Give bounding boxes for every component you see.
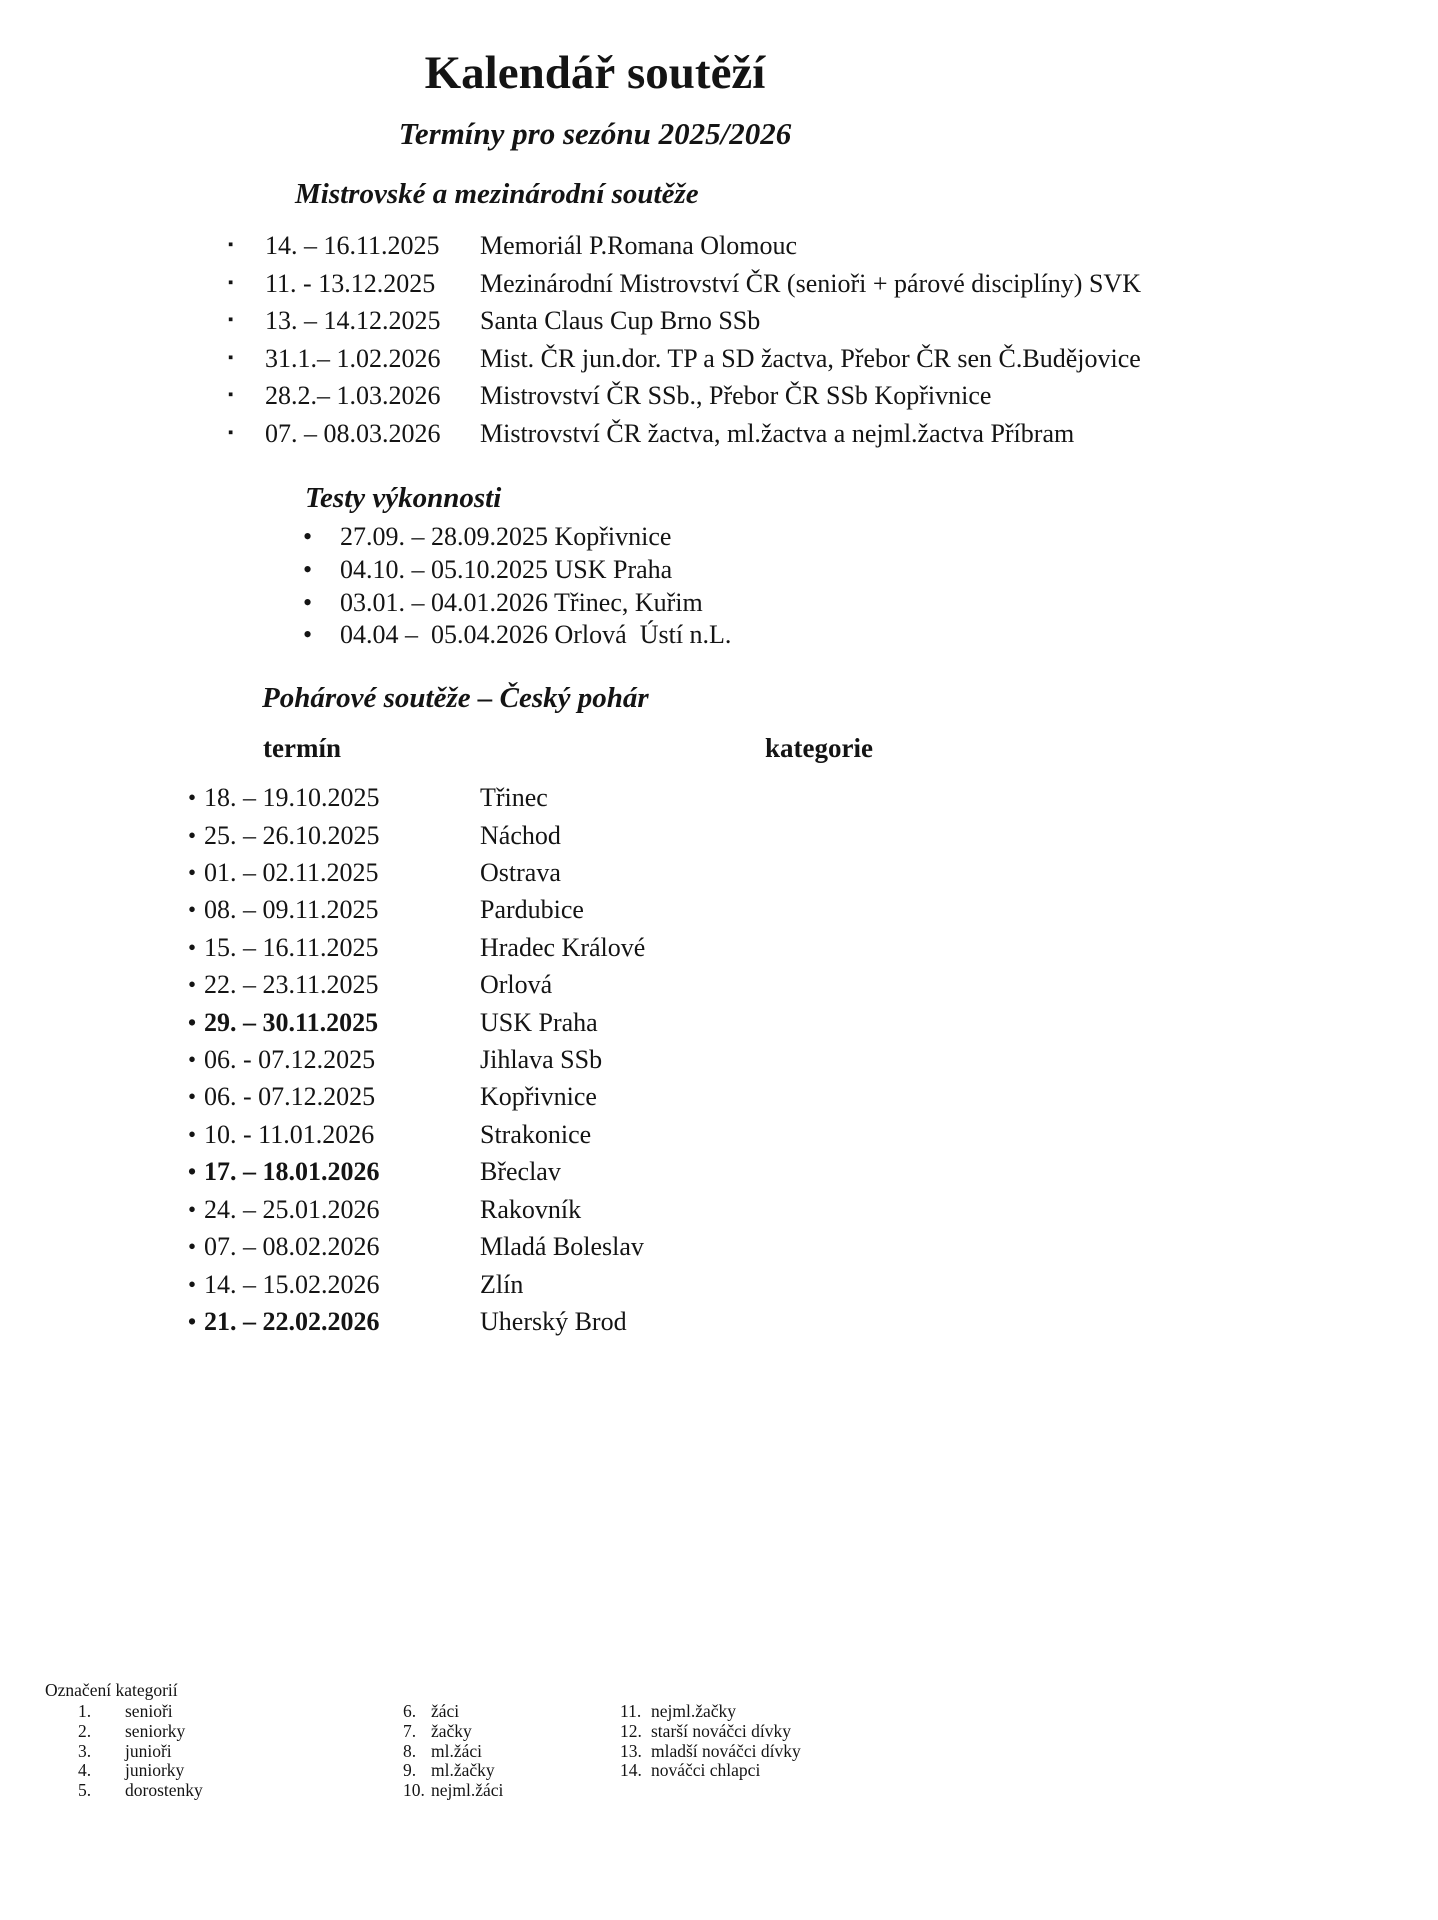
test-date-location: 03.01. – 04.01.2026 Třinec, Kuřim — [340, 587, 703, 617]
cup-city: USK Praha — [480, 1007, 598, 1037]
category-item — [620, 1742, 801, 1762]
category-item — [403, 1761, 620, 1781]
category-item — [403, 1702, 620, 1722]
category-item — [620, 1722, 801, 1742]
cup-date: 18. – 19.10.2025 — [204, 783, 380, 813]
event-name: Mist. ČR jun.dor. TP a SD žactva, Přebor ČR sen Č.Budějovice — [480, 343, 1141, 373]
dot-bullet-icon — [188, 1078, 204, 1115]
cup-row — [0, 779, 1438, 816]
page-subtitle: Termíny pro sezónu 2025/2026 — [398, 116, 792, 152]
cup-date: 06. - 07.12.2025 — [204, 1082, 376, 1112]
category-label: juniorky — [125, 1760, 185, 1781]
category-number: 11. — [620, 1701, 642, 1722]
category-number: 3. — [78, 1740, 92, 1761]
category-item — [78, 1702, 403, 1722]
test-item — [0, 619, 1438, 652]
cup-table-header — [0, 731, 1438, 765]
dot-bullet-icon — [303, 554, 340, 587]
championship-item — [0, 340, 1438, 378]
test-item — [0, 521, 1438, 554]
dot-bullet-icon — [188, 929, 204, 966]
cup-heading: Pohárové soutěže – Český pohár — [262, 682, 649, 715]
category-label: ml.žačky — [431, 1760, 495, 1781]
dot-bullet-icon — [188, 966, 204, 1003]
category-number: 8. — [403, 1740, 417, 1761]
cup-city: Uherský Brod — [480, 1306, 627, 1336]
dot-bullet-icon — [188, 1153, 204, 1190]
cup-date: 24. – 25.01.2026 — [204, 1194, 380, 1224]
test-item — [0, 587, 1438, 620]
cup-city: Jihlava SSb — [480, 1045, 603, 1075]
cup-city: Strakonice — [480, 1119, 592, 1149]
cup-date: 22. – 23.11.2025 — [204, 970, 379, 1000]
category-number: 14. — [620, 1760, 642, 1781]
category-item — [620, 1702, 801, 1722]
cup-row — [0, 817, 1438, 854]
category-label: nejml.žačky — [651, 1701, 737, 1722]
category-label: starší nováčci dívky — [651, 1720, 791, 1741]
event-name: Mistrovství ČR SSb., Přebor ČR SSb Kopřivnice — [480, 381, 992, 411]
cup-column-kategorie: kategorie — [765, 733, 873, 764]
category-item — [403, 1742, 620, 1762]
category-column-3 — [620, 1702, 801, 1800]
category-number: 1. — [78, 1701, 92, 1722]
championship-item — [0, 415, 1438, 453]
cup-row — [0, 966, 1438, 1003]
cup-city: Náchod — [480, 820, 561, 850]
cup-city: Mladá Boleslav — [480, 1232, 644, 1262]
performance-tests-heading: Testy výkonnosti — [305, 482, 502, 515]
event-name: Mistrovství ČR žactva, ml.žactva a nejml.žactva Příbram — [480, 418, 1075, 448]
cup-date: 14. – 15.02.2026 — [204, 1269, 380, 1299]
category-label: nováčci chlapci — [651, 1760, 761, 1781]
cup-city: Pardubice — [480, 895, 584, 925]
cup-date: 21. – 22.02.2026 — [204, 1306, 380, 1336]
square-bullet-icon — [228, 302, 265, 340]
performance-tests-list — [0, 521, 1438, 652]
cup-date: 10. - 11.01.2026 — [204, 1119, 375, 1149]
dot-bullet-icon — [188, 1041, 204, 1078]
test-date-location: 04.04 – 05.04.2026 Orlová Ústí n.L. — [340, 620, 732, 650]
cup-row — [0, 929, 1438, 966]
category-label: seniorky — [125, 1720, 186, 1741]
cup-date: 06. - 07.12.2025 — [204, 1045, 376, 1075]
square-bullet-icon — [228, 415, 265, 453]
square-bullet-icon — [228, 340, 265, 378]
cup-city: Hradec Králové — [480, 932, 646, 962]
dot-bullet-icon — [188, 854, 204, 891]
square-bullet-icon — [228, 377, 265, 415]
cup-row — [0, 1303, 1438, 1340]
category-number: 6. — [403, 1701, 417, 1722]
page-title: Kalendář soutěží — [424, 47, 766, 99]
dot-bullet-icon — [303, 587, 340, 620]
championship-item — [0, 227, 1438, 265]
event-name: Memoriál P.Romana Olomouc — [480, 231, 798, 261]
event-name: Santa Claus Cup Brno SSb — [480, 306, 761, 336]
dot-bullet-icon — [188, 779, 204, 816]
category-column-1 — [78, 1702, 403, 1800]
category-label: senioři — [125, 1701, 173, 1722]
cup-row — [0, 1228, 1438, 1265]
cup-date: 07. – 08.02.2026 — [204, 1232, 380, 1262]
cup-row — [0, 1041, 1438, 1078]
category-number: 2. — [78, 1720, 92, 1741]
category-legend — [45, 1680, 1438, 1800]
cup-column-termin: termín — [263, 733, 341, 764]
dot-bullet-icon — [188, 1303, 204, 1340]
dot-bullet-icon — [188, 1191, 204, 1228]
category-label: dorostenky — [125, 1779, 203, 1800]
event-date: 31.1.– 1.02.2026 — [265, 343, 441, 373]
category-label: junioři — [125, 1740, 172, 1761]
cup-row — [0, 1266, 1438, 1303]
cup-city: Ostrava — [480, 858, 561, 888]
category-number: 7. — [403, 1720, 417, 1741]
category-label: žačky — [431, 1720, 472, 1741]
cup-date: 25. – 26.10.2025 — [204, 820, 380, 850]
category-item — [403, 1722, 620, 1742]
cup-city: Břeclav — [480, 1157, 561, 1187]
dot-bullet-icon — [188, 1004, 204, 1041]
championship-item — [0, 265, 1438, 303]
category-label: ml.žáci — [431, 1740, 483, 1761]
cup-row — [0, 1116, 1438, 1153]
category-label: mladší nováčci dívky — [651, 1740, 801, 1761]
cup-date: 15. – 16.11.2025 — [204, 932, 379, 962]
championship-item — [0, 377, 1438, 415]
dot-bullet-icon — [188, 817, 204, 854]
cup-row — [0, 1078, 1438, 1115]
category-columns — [78, 1702, 1438, 1800]
cup-row — [0, 854, 1438, 891]
event-date: 11. - 13.12.2025 — [265, 268, 436, 298]
square-bullet-icon — [228, 227, 265, 265]
event-name: Mezinárodní Mistrovství ČR (senioři + párové disciplíny) SVK — [480, 268, 1141, 298]
cup-date: 29. – 30.11.2025 — [204, 1007, 379, 1037]
category-item — [78, 1781, 403, 1801]
dot-bullet-icon — [303, 619, 340, 652]
category-item — [620, 1761, 801, 1781]
category-number: 13. — [620, 1740, 642, 1761]
dot-bullet-icon — [188, 891, 204, 928]
dot-bullet-icon — [188, 1266, 204, 1303]
category-number: 9. — [403, 1760, 417, 1781]
event-date: 13. – 14.12.2025 — [265, 306, 441, 336]
category-item — [78, 1742, 403, 1762]
category-legend-heading: Označení kategorií — [45, 1680, 178, 1701]
category-item — [78, 1761, 403, 1781]
cup-date: 08. – 09.11.2025 — [204, 895, 379, 925]
cup-city: Zlín — [480, 1269, 524, 1299]
cup-row — [0, 891, 1438, 928]
dot-bullet-icon — [303, 521, 340, 554]
category-label: žáci — [431, 1701, 460, 1722]
square-bullet-icon — [228, 265, 265, 303]
cup-date: 17. – 18.01.2026 — [204, 1157, 380, 1187]
category-number: 12. — [620, 1720, 642, 1741]
cup-row — [0, 1153, 1438, 1190]
category-item — [78, 1722, 403, 1742]
cup-city: Kopřivnice — [480, 1082, 597, 1112]
championships-heading: Mistrovské a mezinárodní soutěže — [295, 178, 699, 211]
cup-date: 01. – 02.11.2025 — [204, 858, 379, 888]
championships-list — [0, 227, 1438, 452]
cup-city: Rakovník — [480, 1194, 582, 1224]
cup-city: Orlová — [480, 970, 553, 1000]
category-label: nejml.žáci — [431, 1779, 504, 1800]
category-column-2 — [403, 1702, 620, 1800]
category-item — [403, 1781, 620, 1801]
championship-item — [0, 302, 1438, 340]
event-date: 28.2.– 1.03.2026 — [265, 381, 441, 411]
cup-city: Třinec — [480, 783, 548, 813]
event-date: 07. – 08.03.2026 — [265, 418, 441, 448]
category-number: 4. — [78, 1760, 92, 1781]
test-item — [0, 554, 1438, 587]
event-date: 14. – 16.11.2025 — [265, 231, 440, 261]
dot-bullet-icon — [188, 1228, 204, 1265]
test-date-location: 27.09. – 28.09.2025 Kopřivnice — [340, 522, 672, 552]
test-date-location: 04.10. – 05.10.2025 USK Praha — [340, 554, 673, 584]
dot-bullet-icon — [188, 1116, 204, 1153]
category-number: 5. — [78, 1779, 92, 1800]
category-number: 10. — [403, 1779, 425, 1800]
cup-row — [0, 1191, 1438, 1228]
cup-list — [0, 779, 1438, 1340]
cup-row — [0, 1004, 1438, 1041]
